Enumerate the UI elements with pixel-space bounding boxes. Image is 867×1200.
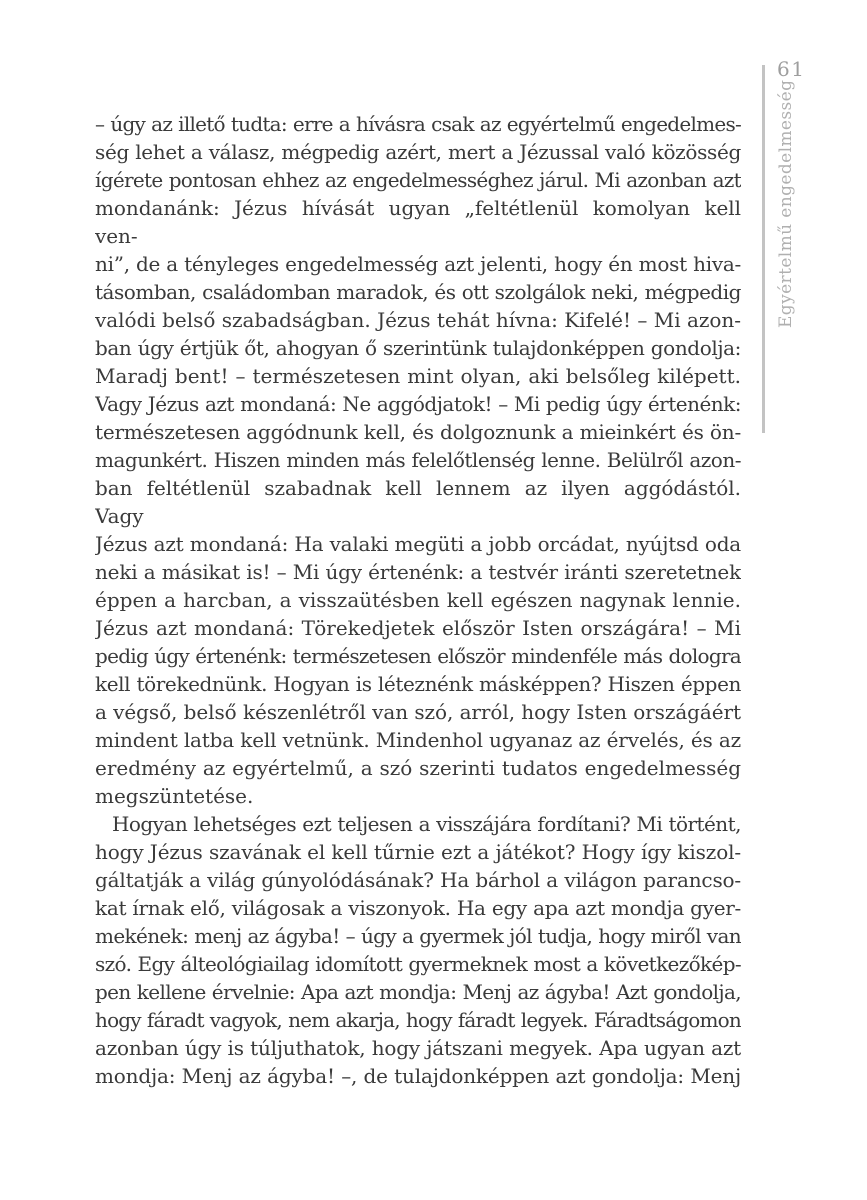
text-line: Jézus azt mondaná: Ha valaki megüti a jobb orcádat, nyújtsd oda xyxy=(95,532,741,556)
text-line: magunkért. Hiszen minden más felelőtlenség lenne. Belülről azon- xyxy=(95,448,741,472)
text-line: pen kellene érvelnie: Apa azt mondja: Menj az ágyba! Azt gondolja, xyxy=(95,980,741,1004)
text-line: hogy fáradt vagyok, nem akarja, hogy fáradt legyek. Fáradtságomon xyxy=(95,1008,741,1032)
text-line: mondja: Menj az ágyba! –, de tulajdonképpen azt gondolja: Menj xyxy=(95,1064,741,1088)
text-line: Jézus azt mondaná: Törekedjetek először Isten országára! – Mi xyxy=(95,616,741,640)
text-line: valódi belső szabadságban. Jézus tehát hívna: Kifelé! – Mi azon- xyxy=(95,308,741,332)
text-line: szó. Egy álteológiailag idomított gyermeknek most a következőkép- xyxy=(95,952,741,976)
text-line: Vagy Jézus azt mondaná: Ne aggódjatok! – Mi pedig úgy értenénk: xyxy=(95,392,741,416)
text-line: neki a másikat is! – Mi úgy értenénk: a testvér iránti szeretetnek xyxy=(95,560,741,584)
text-line: ség lehet a válasz, mégpedig azért, mert a Jézussal való közösség xyxy=(95,140,741,164)
text-line: mekének: menj az ágyba! – úgy a gyermek jól tudja, hogy miről van xyxy=(95,924,741,948)
text-line: ni”, de a tényleges engedelmesség azt jelenti, hogy én most hiva- xyxy=(95,252,741,276)
text-line: Hogyan lehetséges ezt teljesen a visszájára fordítani? Mi történt, xyxy=(112,812,741,836)
paragraph xyxy=(95,810,741,1090)
paragraph xyxy=(95,110,741,810)
text-line: gáltatják a világ gúnyolódásának? Ha bárhol a világon parancso- xyxy=(95,868,741,892)
text-line: – úgy az illető tudta: erre a hívásra csak az egyértelmű engedelmes- xyxy=(95,112,741,136)
text-line: a végső, belső készenlétről van szó, arról, hogy Isten országáért xyxy=(95,700,741,724)
margin-caption: Egyértelmű engedelmesség xyxy=(776,79,796,328)
text-line: ban úgy értjük őt, ahogyan ő szerintünk tulajdonképpen gondolja: xyxy=(95,336,741,360)
page-number: 61 xyxy=(777,57,806,81)
text-line: eredmény az egyértelmű, a szó szerinti tudatos engedelmesség xyxy=(95,756,741,780)
text-line: megszüntetése. xyxy=(95,784,254,808)
text-line: mindent latba kell vetnünk. Mindenhol ugyanaz az érvelés, és az xyxy=(95,728,741,752)
text-line: kell törekednünk. Hogyan is léteznénk másképpen? Hiszen éppen xyxy=(95,672,741,696)
text-line: ígérete pontosan ehhez az engedelmességhez járul. Mi azonban azt xyxy=(95,168,741,192)
text-line: azonban úgy is túljuthatok, hogy játszani megyek. Apa ugyan azt xyxy=(95,1036,741,1060)
text-line: természetesen aggódnunk kell, és dolgoznunk a mieinkért és ön- xyxy=(95,420,741,444)
text-line: pedig úgy értenénk: természetesen először mindenféle más dologra xyxy=(95,644,741,668)
body-text xyxy=(95,110,741,1090)
text-line: tásomban, családomban maradok, és ott szolgálok neki, mégpedig xyxy=(95,280,741,304)
margin-rule xyxy=(762,65,765,433)
text-line: Maradj bent! – természetesen mint olyan, aki belsőleg kilépett. xyxy=(95,364,741,388)
text-line: mondanánk: Jézus hívását ugyan „feltétlenül komolyan kell ven- xyxy=(95,196,741,248)
text-line: éppen a harcban, a visszaütésben kell egészen nagynak lennie. xyxy=(95,588,741,612)
text-line: ban feltétlenül szabadnak kell lennem az ilyen aggódástól. Vagy xyxy=(95,476,741,528)
text-line: kat írnak elő, világosak a viszonyok. Ha egy apa azt mondja gyer- xyxy=(95,896,741,920)
text-line: hogy Jézus szavának el kell tűrnie ezt a játékot? Hogy így kiszol- xyxy=(95,840,741,864)
